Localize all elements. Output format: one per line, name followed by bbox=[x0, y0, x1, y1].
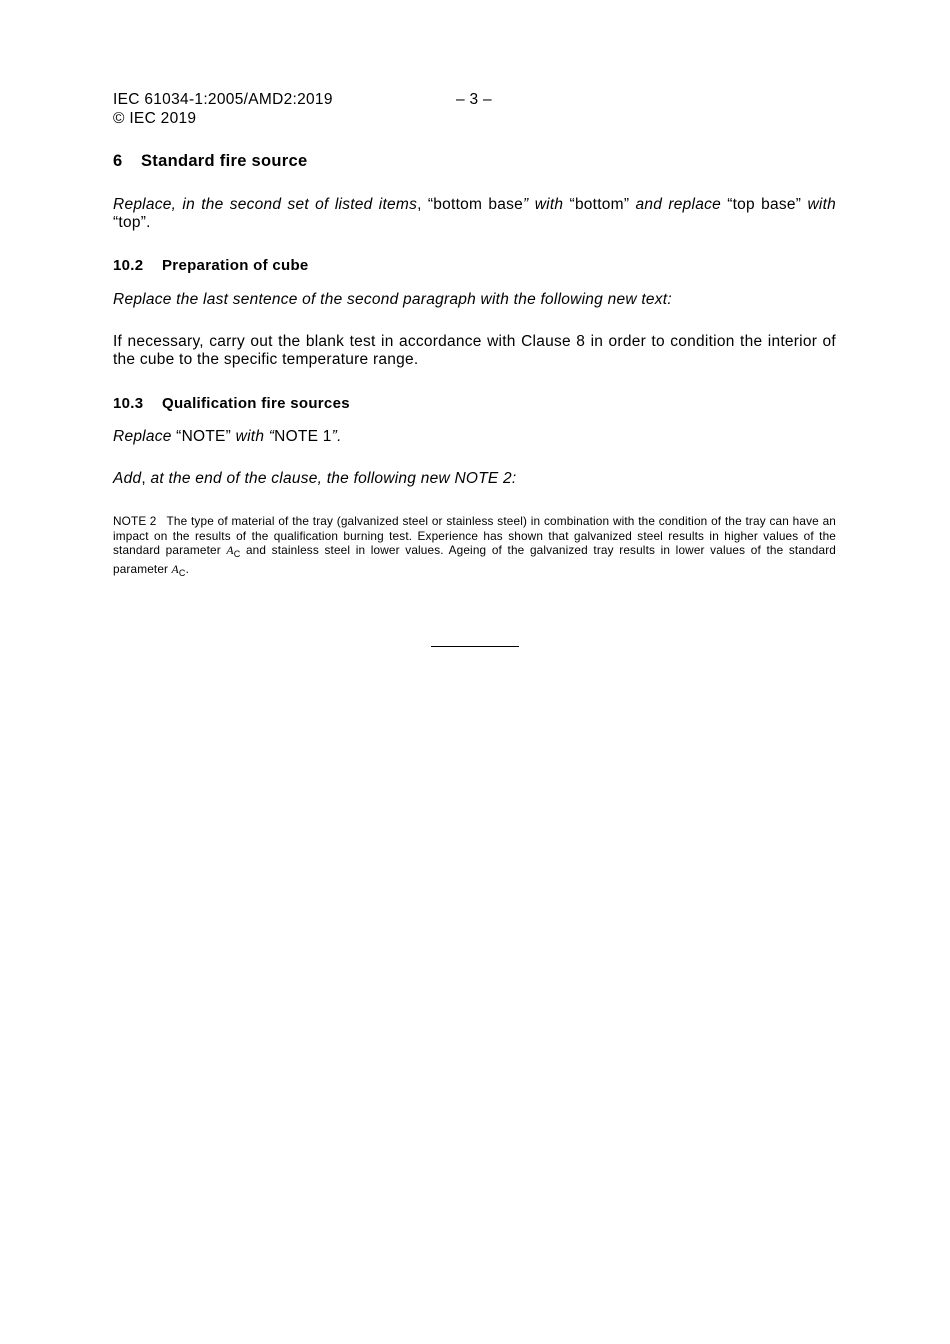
note-label: NOTE 2 bbox=[113, 514, 157, 528]
page-number: – 3 – bbox=[456, 91, 492, 108]
section-10-2-instruction: Replace the last sentence of the second paragraph with the following new text: bbox=[113, 291, 672, 308]
section-number: 10.2 bbox=[113, 257, 144, 274]
section-10-2-heading bbox=[113, 257, 309, 274]
note-2: NOTE 2 The type of material of the tray (galvanized steel or stainless steel) in combination with the condition of the tray can have an impact on the results of the qualification burning test. Experience has shown that galvanized steel results in higher values of the standard parameter $A_C$ and stainless steel in lower values. Ageing of the galvanized tray results in lower values of the standard parameter $A_C$. bbox=[113, 514, 836, 579]
section-title: Standard fire source bbox=[141, 152, 308, 170]
end-of-document-rule bbox=[431, 646, 519, 647]
section-number: 6 bbox=[113, 152, 123, 170]
section-title: Preparation of cube bbox=[162, 257, 309, 274]
document-id: IEC 61034-1:2005/AMD2:2019 bbox=[113, 91, 333, 108]
section-10-3-heading bbox=[113, 395, 350, 412]
section-6-heading bbox=[113, 152, 307, 171]
section-6-instruction: Replace, in the second set of listed items, “bottom base” with “bottom” and replace “top base” with “top”. bbox=[113, 196, 837, 231]
copyright-notice: © IEC 2019 bbox=[113, 110, 197, 127]
section-10-2-new-text: If necessary, carry out the blank test in accordance with Clause 8 in order to condition the interior of the cube to the specific temperature range. bbox=[113, 333, 836, 368]
section-10-3-add-instruction: Add, at the end of the clause, the following new NOTE 2: bbox=[113, 470, 517, 487]
section-10-3-replace-instruction: Replace “NOTE” with “NOTE 1”. bbox=[113, 428, 342, 445]
section-title: Qualification fire sources bbox=[162, 395, 350, 412]
section-number: 10.3 bbox=[113, 395, 144, 412]
